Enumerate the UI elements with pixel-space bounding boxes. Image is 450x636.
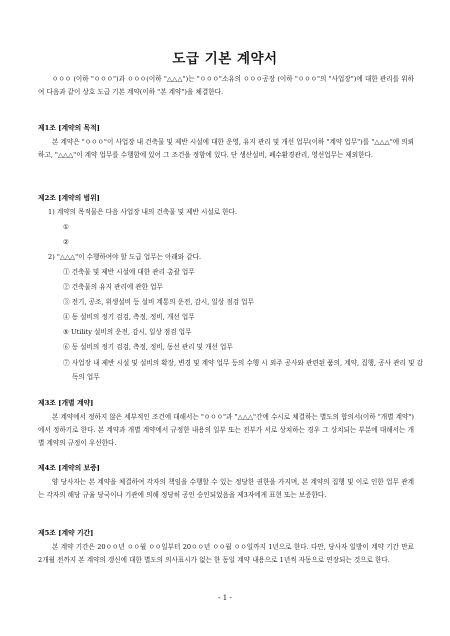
article-1-body: 본 계약은 "ㅇㅇㅇ"이 사업장 내 건축물 및 제반 시설에 대한 운영, 유지 관리 및 개선 업무(이하 "계약 업무")를 "△△△"에 의뢰하고, "△△△"이 계약 업무를 수행함에 있어 그 조건을 정함에 있다. 단 생산설비, 폐수환경관리, 영선업무는 제외한다. (38, 138, 414, 159)
article-2-sub-4: ④ 동 설비의 정기 검검, 측정, 정비, 개선 업무 (63, 313, 195, 321)
document-title: 도급 기본 계약서 (172, 51, 278, 67)
article-2-sub-7: ⑦ 사업장 내 제반 시설 및 설비의 확장, 변경 및 계약 업무 등의 수행 시 외주 공사와 관련된 품의, 계약, 집행, 공사 관리 및 감독의 업무 (63, 359, 423, 381)
article-5-body: 본 계약 기간은 20ㅇㅇ년 ㅇㅇ월 ㅇㅇ일부터 20ㅇㅇ년 ㅇㅇ월 ㅇㅇ일까지 1년으로 한다. 다만, 당사자 일방이 계약 기간 만료 2개월 전까지 본 계약의 갱신에 대한 별도의 의사표시가 없는 한 동일 계약 내용으로 1년씩 자동으로 연장되는 것으로 한다. (38, 543, 414, 564)
article-2-sub-3: ③ 전기, 공조, 위생설비 등 설비 계통의 운전, 감시, 일상 점검 업무 (63, 298, 254, 306)
article-2-item-1-sub-2: ② (63, 238, 69, 246)
intro-paragraph: ㅇㅇㅇ (이하 "ㅇㅇㅇ")과 ㅇㅇㅇ(이하 "△△△")는 "ㅇㅇㅇ"소유의 ㅇㅇㅇ공장 (이하 "ㅇㅇㅇ"의 "사업장")에 대한 관리를 위하여 다음과 같이 상호 도급 기본 계약(이하 "본 계약")을 체결한다. (38, 75, 414, 96)
article-2-item-1: 1) 계약의 목적물은 다음 사업장 내의 건축물 및 제반 시설로 한다. (48, 208, 238, 216)
article-1-heading: 제1조 [계약의 목적] (38, 124, 100, 132)
article-2-item-2: 2) "△△△"이 수행하여야 할 도급 업무는 아래와 같다. (48, 253, 202, 261)
article-2-heading: 제2조 [계약의 범위] (38, 194, 100, 202)
article-4-body: 양 당사자는 본 계약을 체결하여 각자의 책임을 수행할 수 있는 정당한 권한을 가지며, 본 계약의 집행 및 이로 인한 업무 관계는 각자의 해당 규율 당국이나 기관에 의해 정당히 공인 승인되었음을 제3자에게 표현 또는 보증한다. (38, 478, 414, 499)
article-2-sub-1: ① 건축물 및 제반 시설에 대한 관리 총괄 업무 (63, 268, 195, 276)
article-3-body: 본 계약에서 정하지 않은 세부적인 조건에 대해서는 "ㅇㅇㅇ"과 "△△△"간에 수시로 체결하는 별도의 합의서(이하 "개별 계약")에서 정하기로 한다. 본 계약과 개별 계약에서 규정한 내용의 일부 또는 전부가 서로 상치하는 경우 그 상치되는 부분에 대해서는 개별 계약의 규정이 우선한다. (38, 413, 414, 447)
article-4-heading: 제4조 [계약의 보증] (38, 464, 100, 472)
article-2-sub-2: ② 건축물의 유지 관리에 관한 업무 (63, 283, 163, 291)
article-5-heading: 제5조 [계약 기간] (38, 529, 94, 537)
page-number: - 1 - (218, 594, 232, 602)
article-2-item-1-sub-1: ① (63, 223, 69, 231)
article-3-heading: 제3조 [개별 계약] (38, 399, 94, 407)
article-2-sub-5: ⑤ Utility 설비의 운전, 감시, 일상 점검 업무 (63, 328, 192, 336)
article-2-sub-6: ⑥ 동 설비의 정기 검검, 측정, 정비, 동선 관리 및 개선 업무 (63, 343, 233, 351)
